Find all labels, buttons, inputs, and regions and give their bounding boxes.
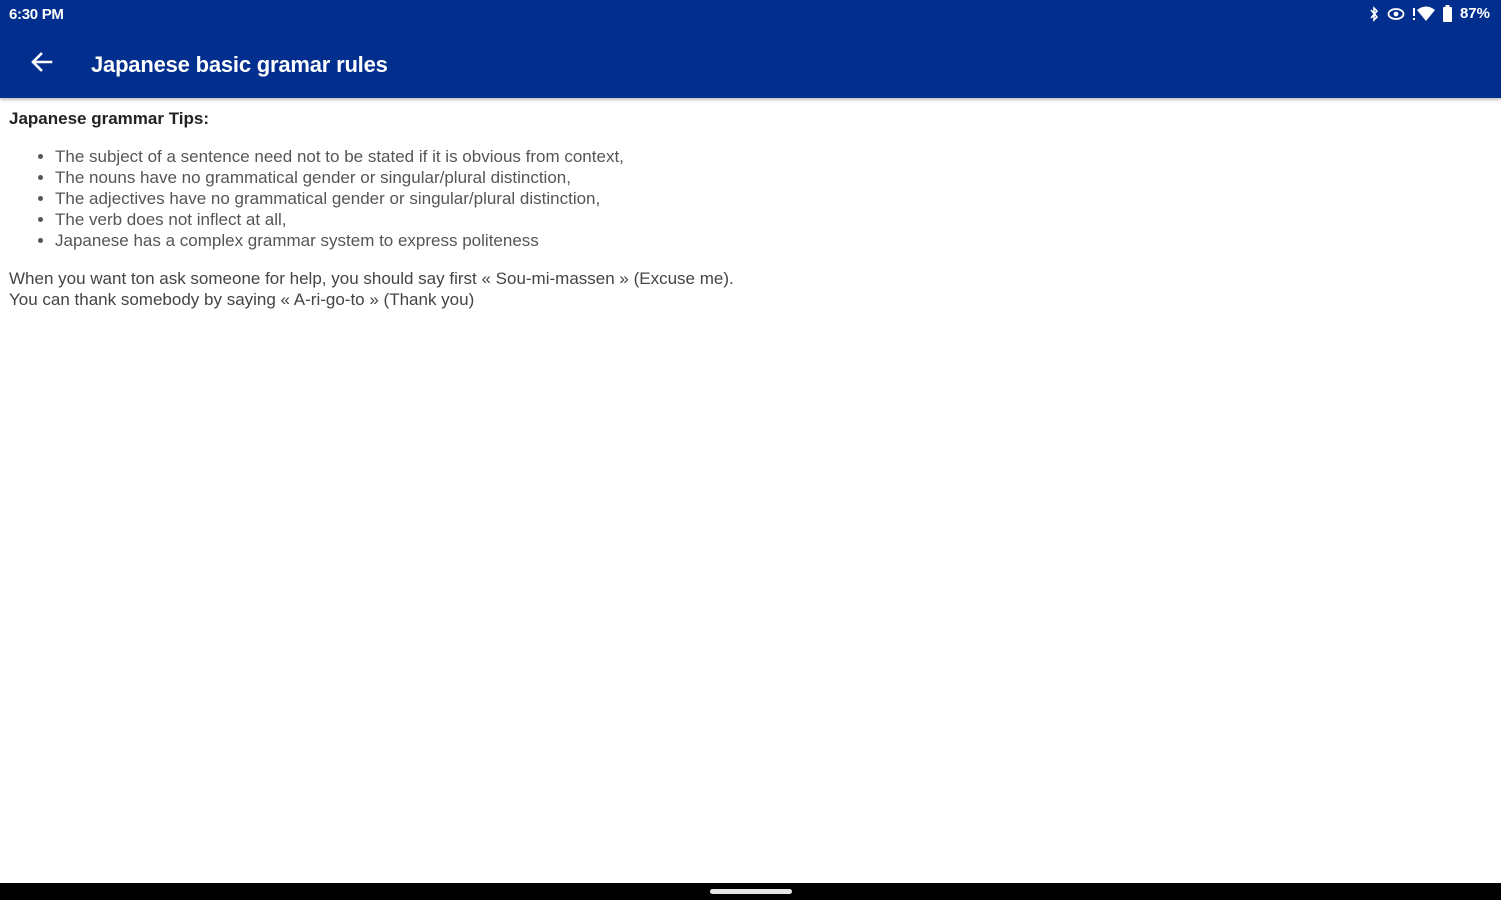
tips-content — [9, 108, 1489, 310]
tips-heading: Japanese grammar Tips: — [9, 109, 209, 128]
list-item: • The nouns have no grammatical gender or singular/plural distinction, — [55, 167, 1489, 188]
list-item: • The adjectives have no grammatical gender or singular/plural distinction, — [55, 188, 1489, 209]
battery-icon — [1443, 5, 1452, 22]
list-item: • Japanese has a complex grammar system to express politeness — [55, 230, 1489, 251]
navigation-bar — [0, 883, 1501, 900]
app-bar — [0, 30, 1501, 98]
arrow-back-icon — [31, 52, 53, 77]
help-paragraph: When you want ton ask someone for help, you should say first « Sou-mi-massen » (Excuse me). — [9, 269, 734, 288]
battery-percent: 87% — [1459, 5, 1490, 22]
home-gesture-handle[interactable] — [710, 889, 792, 894]
list-item: • The verb does not inflect at all, — [55, 209, 1489, 230]
status-icons — [1369, 5, 1490, 22]
thanks-paragraph: You can thank somebody by saying « A-ri-go-to » (Thank you) — [9, 290, 475, 309]
page-title: Japanese basic gramar rules — [91, 52, 388, 77]
list-item: • The subject of a sentence need not to be stated if it is obvious from context, — [55, 146, 1489, 167]
back-button[interactable] — [22, 44, 62, 84]
status-bar — [0, 0, 1501, 30]
tips-list — [9, 146, 1489, 251]
status-time: 6:30 PM — [9, 6, 64, 23]
eye-comfort-icon — [1387, 6, 1405, 22]
wifi-icon — [1413, 6, 1435, 22]
bluetooth-icon — [1369, 6, 1379, 22]
